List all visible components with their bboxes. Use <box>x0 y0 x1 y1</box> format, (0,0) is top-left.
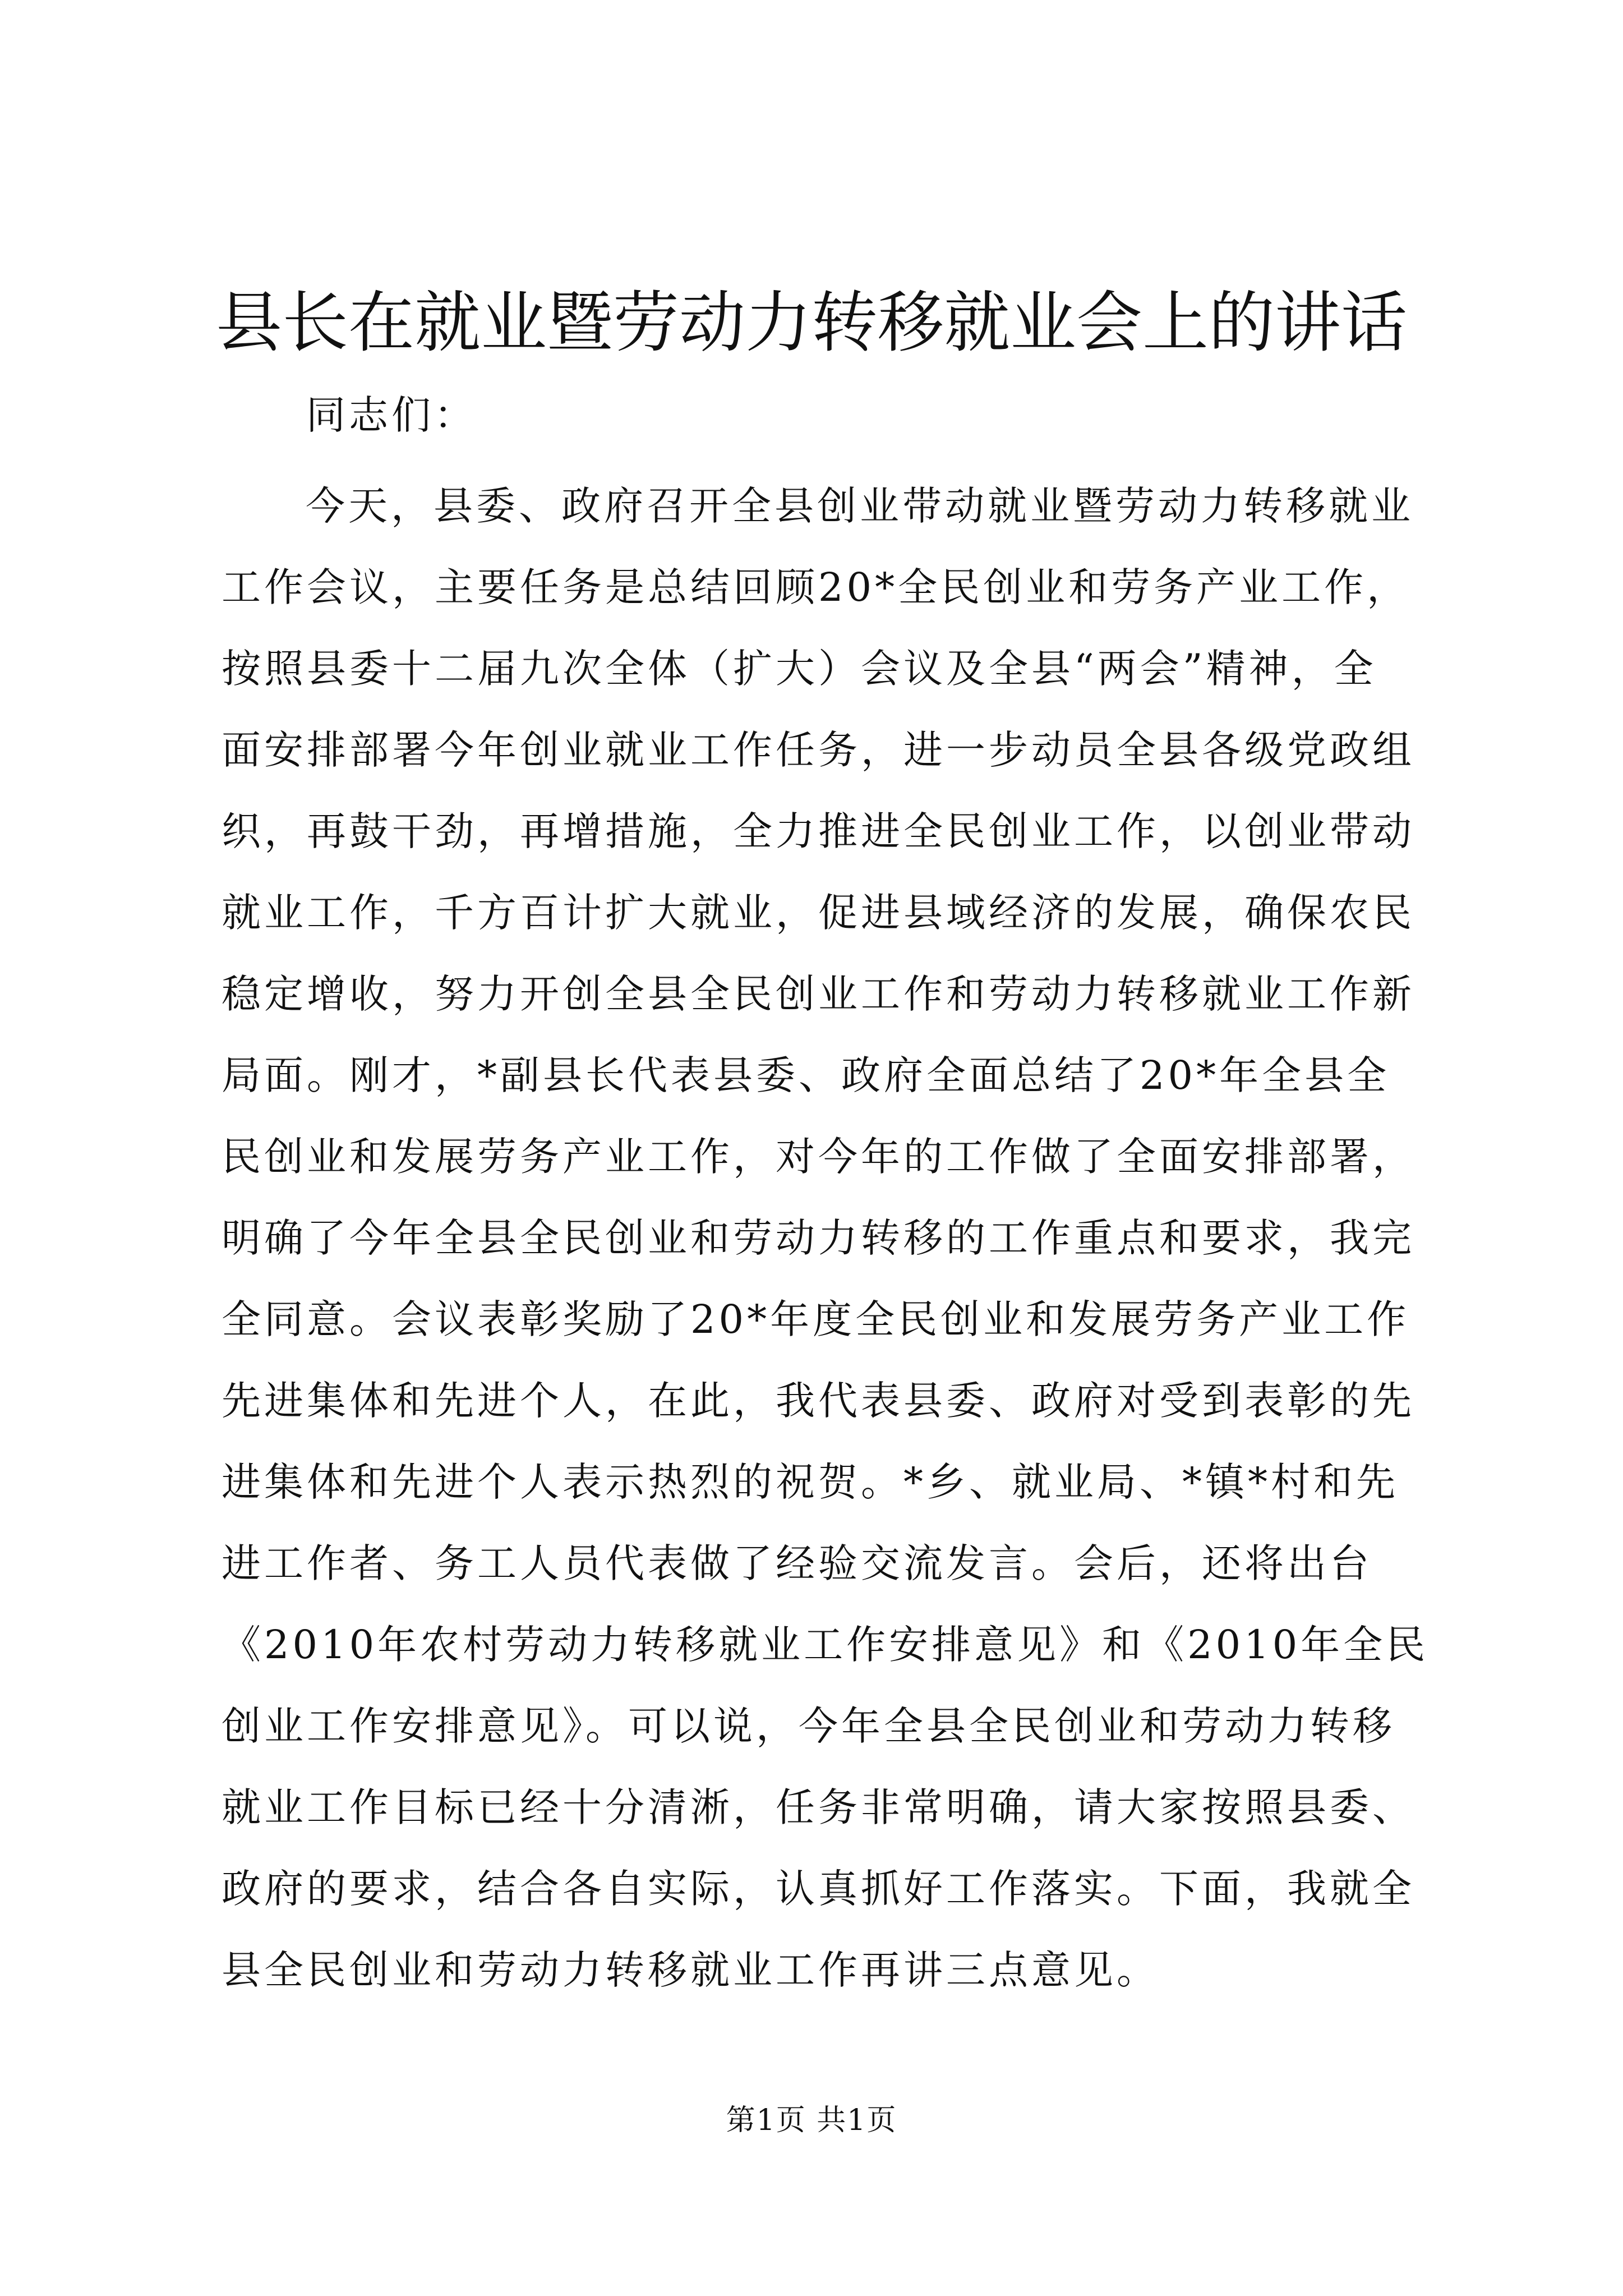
page-footer: 第1页 共1页 <box>726 2104 897 2137</box>
paragraph-line: 创业工作安排意见》。可以说，今年全县全民创业和劳动力转移 <box>222 1703 1395 1749</box>
paragraph-line: 明确了今年全县全民创业和劳动力转移的工作重点和要求，我完 <box>222 1215 1415 1261</box>
paragraph-line: 进集体和先进个人表示热烈的祝贺。*乡、就业局、*镇*村和先 <box>222 1459 1399 1505</box>
paragraph-line: 政府的要求，结合各自实际，认真抓好工作落实。下面，我就全 <box>222 1866 1415 1912</box>
paragraph-line: 局面。刚才，*副县长代表县委、政府全面总结了20*年全县全 <box>222 1052 1390 1098</box>
paragraph-line: 《2010年农村劳动力转移就业工作安排意见》和《2010年全民 <box>222 1622 1429 1668</box>
paragraph-line: 工作会议，主要任务是总结回顾20*全民创业和劳务产业工作， <box>222 564 1410 610</box>
paragraph-line: 按照县委十二届九次全体（扩大）会议及全县“两会”精神，全 <box>222 646 1377 692</box>
body-paragraph <box>222 466 1433 2011</box>
paragraph-line: 民创业和发展劳务产业工作，对今年的工作做了全面安排部署， <box>222 1134 1415 1180</box>
paragraph-line: 织，再鼓干劲，再增措施，全力推进全民创业工作，以创业带动 <box>222 808 1415 854</box>
salutation: 同志们： <box>306 392 477 438</box>
paragraph-line: 面安排部署今年创业就业工作任务，进一步动员全县各级党政组 <box>222 727 1415 773</box>
document-title: 县长在就业暨劳动力转移就业会上的讲话 <box>215 284 1407 361</box>
paragraph-line: 今天，县委、政府召开全县创业带动就业暨劳动力转移就业 <box>306 483 1414 529</box>
paragraph-line: 就业工作，千方百计扩大就业，促进县域经济的发展，确保农民 <box>222 890 1415 936</box>
paragraph-line: 进工作者、务工人员代表做了经验交流发言。会后，还将出台 <box>222 1540 1372 1586</box>
paragraph-line: 全同意。会议表彰奖励了20*年度全民创业和发展劳务产业工作 <box>222 1296 1410 1342</box>
paragraph-line: 县全民创业和劳动力转移就业工作再讲三点意见。 <box>222 1947 1159 1993</box>
paragraph-line: 就业工作目标已经十分清淅，任务非常明确，请大家按照县委、 <box>222 1784 1415 1830</box>
paragraph-line: 先进集体和先进个人，在此，我代表县委、政府对受到表彰的先 <box>222 1378 1415 1424</box>
paragraph-line: 稳定增收，努力开创全县全民创业工作和劳动力转移就业工作新 <box>222 971 1415 1017</box>
